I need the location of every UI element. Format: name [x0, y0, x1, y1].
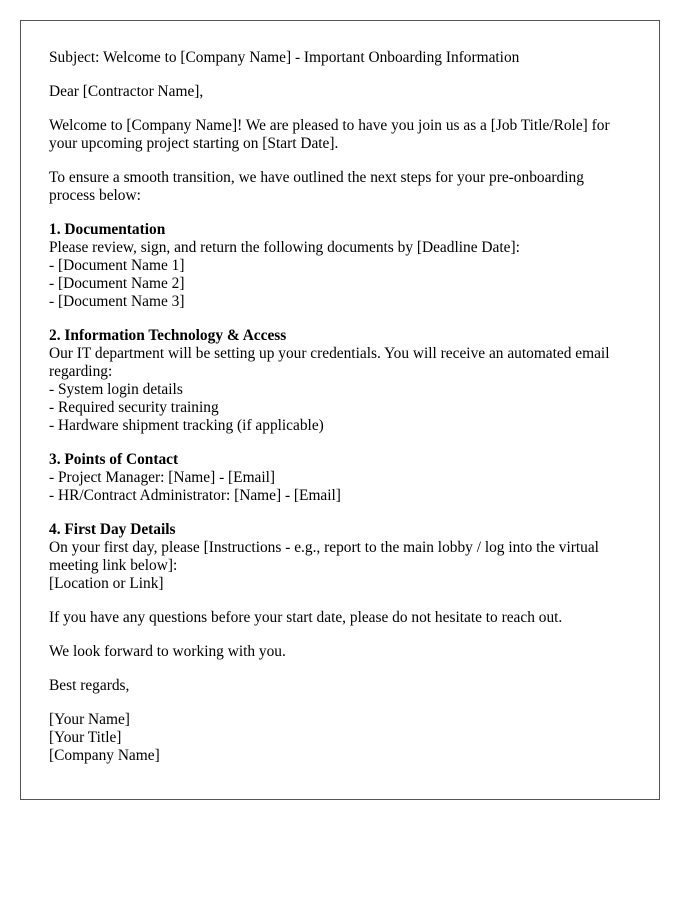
list-item: - [Document Name 3]	[49, 293, 185, 310]
signature-title: [Your Title]	[49, 729, 122, 746]
section-it-access	[49, 327, 631, 435]
greeting: Dear [Contractor Name],	[49, 83, 204, 100]
transition-paragraph: To ensure a smooth transition, we have outlined the next steps for your pre-onboarding process below:	[49, 169, 584, 204]
signature-block	[49, 711, 631, 765]
list-item: - Required security training	[49, 399, 219, 416]
section-first-day	[49, 521, 631, 593]
section-documentation	[49, 221, 631, 311]
list-item: - System login details	[49, 381, 183, 398]
signature-name: [Your Name]	[49, 711, 130, 728]
closing-line: We look forward to working with you.	[49, 643, 286, 660]
section-heading: 1. Documentation	[49, 221, 166, 238]
list-item: [Location or Link]	[49, 575, 164, 592]
list-item: - [Document Name 1]	[49, 257, 185, 274]
section-text: On your first day, please [Instructions - e.g., report to the main lobby / log into the virtual meeting link below]:	[49, 539, 599, 574]
questions-paragraph: If you have any questions before your start date, please do not hesitate to reach out.	[49, 609, 563, 626]
letter-document	[20, 20, 660, 800]
section-heading: 3. Points of Contact	[49, 451, 179, 468]
section-heading: 2. Information Technology & Access	[49, 327, 287, 344]
signature-company: [Company Name]	[49, 747, 160, 764]
list-item: - HR/Contract Administrator: [Name] - [Email]	[49, 487, 341, 504]
section-text: Please review, sign, and return the following documents by [Deadline Date]:	[49, 239, 520, 256]
list-item: - [Document Name 2]	[49, 275, 185, 292]
signoff: Best regards,	[49, 677, 130, 694]
subject-line: Subject: Welcome to [Company Name] - Important Onboarding Information	[49, 49, 520, 66]
list-item: - Project Manager: [Name] - [Email]	[49, 469, 276, 486]
section-points-of-contact	[49, 451, 631, 505]
section-text: Our IT department will be setting up your credentials. You will receive an automated email regarding:	[49, 345, 610, 380]
intro-paragraph: Welcome to [Company Name]! We are pleased to have you join us as a [Job Title/Role] for your upcoming project starting on [Start Date].	[49, 117, 610, 152]
section-heading: 4. First Day Details	[49, 521, 176, 538]
list-item: - Hardware shipment tracking (if applicable)	[49, 417, 324, 434]
